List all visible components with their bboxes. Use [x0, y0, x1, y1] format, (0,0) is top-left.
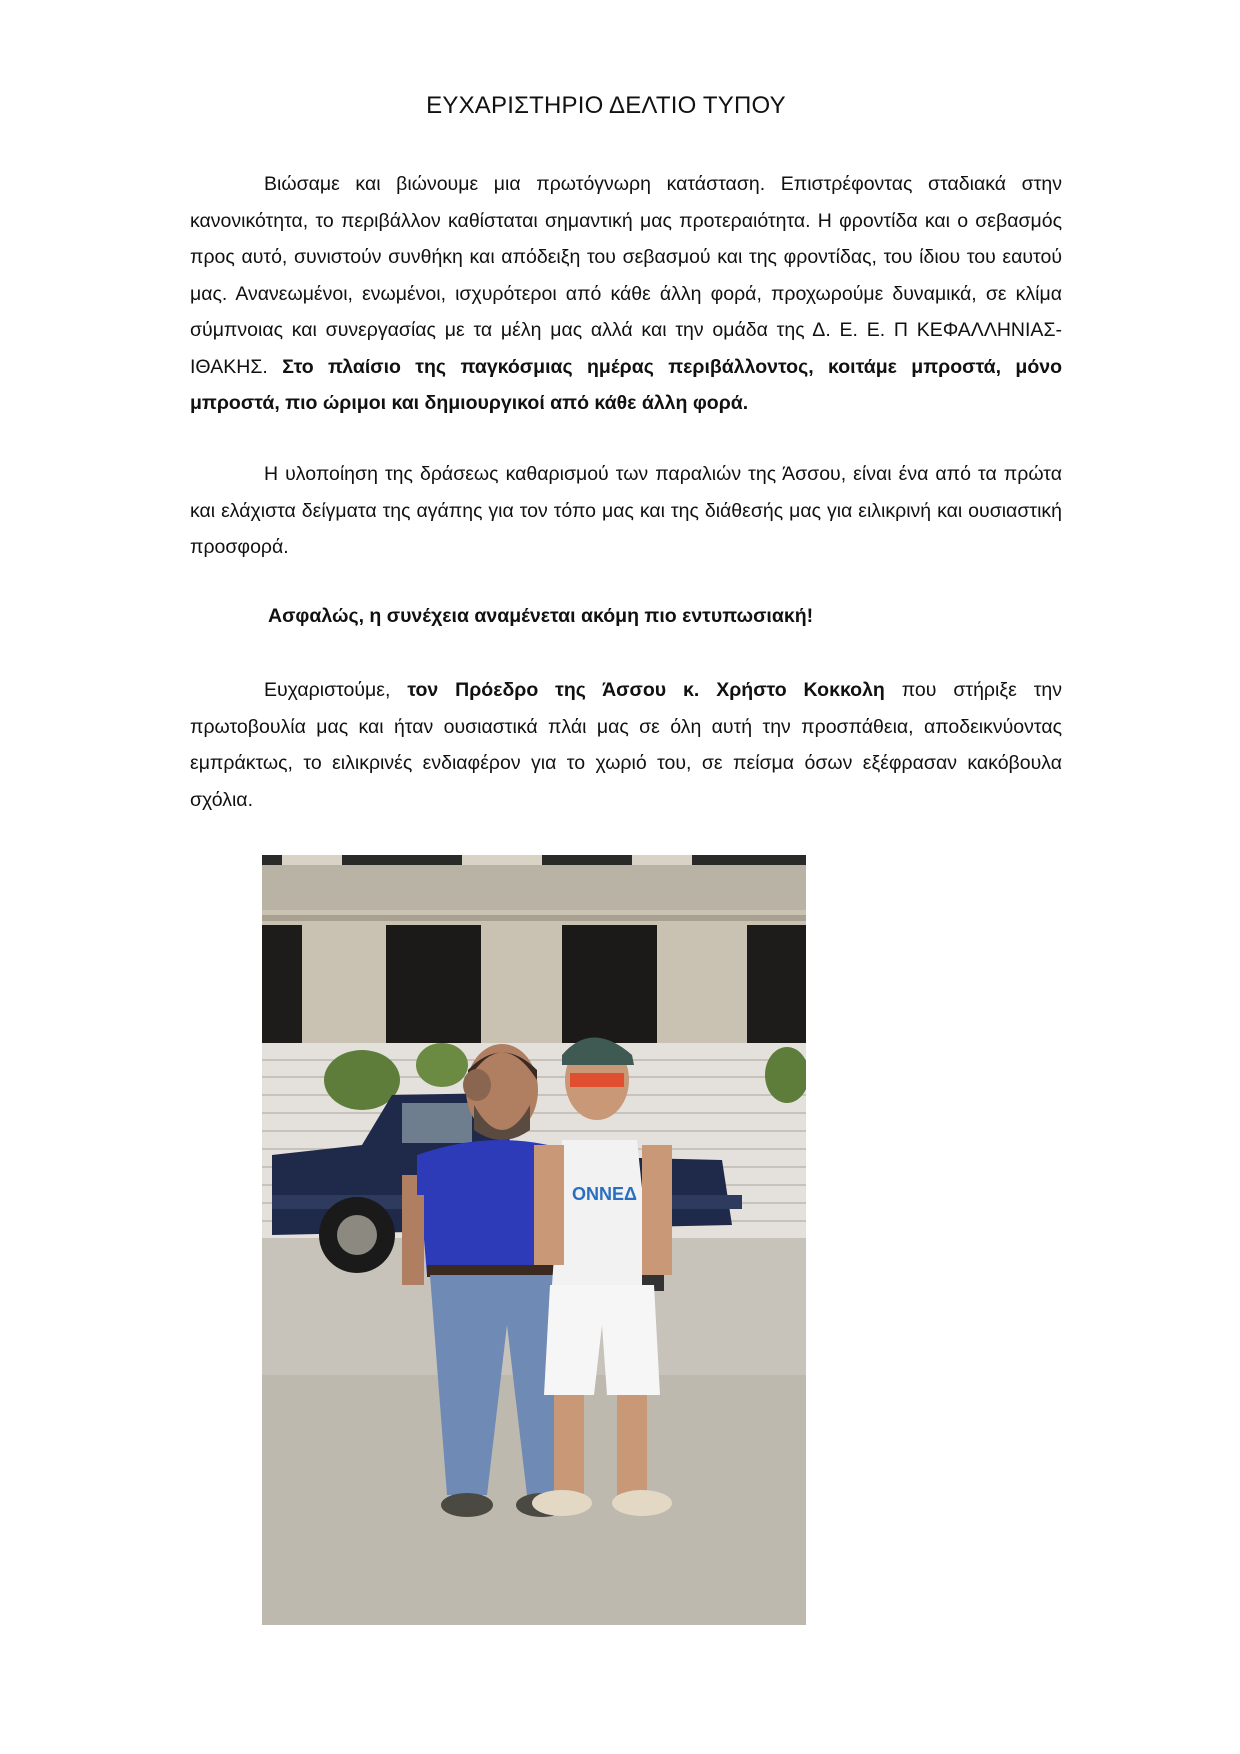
paragraph-thanks-after: που στήριξε την πρωτοβουλία μας και ήταν ουσιαστικά πλάι μας σε όλη αυτή την προσπάθεια, αποδεικνύοντας εμπράκτως, το ειλικρινές ενδιαφέρον για το χωριό του, σε πείσμα όσων εξέφρασαν κακόβουλα σχόλια.	[190, 679, 1062, 811]
paragraph-thanks-bold: τον Πρόεδρο της Άσσου κ. Χρήστο Κοκκολη	[407, 679, 885, 701]
paragraph-action-text: Η υλοποίηση της δράσεως καθαρισμού των παραλιών της Άσσου, είναι ένα από τα πρώτα και ελάχιστα δείγματα της αγάπης για τον τόπο μας και της διάθεσής μας για ειλικρινή και ουσιαστική προσφορά.	[190, 463, 1062, 558]
paragraph-intro-text: Βιώσαμε και βιώνουμε μια πρωτόγνωρη κατάσταση. Επιστρέφοντας σταδιακά στην κανονικότητα, το περιβάλλον καθίσταται σημαντική μας προτεραιότητα. Η φροντίδα και ο σεβασμός προς αυτό, συνιστούν συνθήκη και απόδειξη του σεβασμού και της φροντίδας, του ίδιου του εαυτού μας. Ανανεωμένοι, ενωμένοι, ισχυρότεροι από κάθε άλλη φορά, προχωρούμε δυναμικά, σε κλίμα σύμπνοιας και συνεργασίας με τα μέλη μας αλλά και την ομάδα της Δ. Ε. Ε. Π ΚΕΦΑΛΛΗΝΙΑΣ-ΙΘΑΚΗΣ.	[190, 173, 1062, 378]
highlight-sentence: Ασφαλώς, η συνέχεια αναμένεται ακόμη πιο εντυπωσιακή!	[268, 605, 814, 627]
paragraph-thanks	[190, 672, 1062, 818]
photo-illustration	[262, 855, 806, 1625]
shirt-print: ΟΝΝΕΔ	[572, 1184, 637, 1204]
paragraph-intro	[190, 166, 1062, 422]
document-title: ΕΥΧΑΡΙΣΤΗΡΙΟ ΔΕΛΤΙΟ ΤΥΠΟΥ	[426, 92, 786, 119]
paragraph-action	[190, 456, 1062, 566]
paragraph-thanks-before: Ευχαριστούμε,	[264, 679, 408, 701]
group-photo	[262, 855, 806, 1625]
paragraph-intro-bold: Στο πλαίσιο της παγκόσμιας ημέρας περιβάλλοντος, κοιτάμε μπροστά, μόνο μπροστά, πιο ώριμοι και δημιουργικοί από κάθε άλλη φορά.	[190, 355, 1063, 414]
